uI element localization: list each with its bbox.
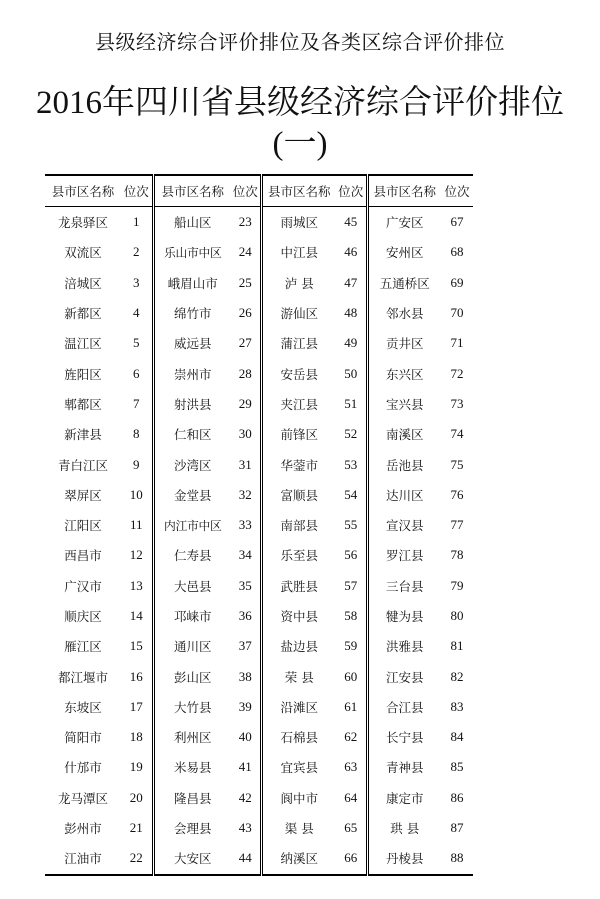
rank-cell: 84: [450, 729, 464, 745]
county-name-cell: 达川区: [385, 487, 424, 503]
county-name-cell: 南部县: [280, 518, 318, 534]
county-name-cell: 盐边县: [280, 639, 318, 655]
rank-cell: 9: [121, 449, 153, 479]
rank-cell: 16: [121, 661, 153, 691]
county-name-cell: 崇州市: [173, 366, 212, 382]
rank-cell: 65: [336, 813, 367, 843]
rank-cell: 48: [336, 298, 367, 328]
county-name-cell: 安州区: [385, 245, 424, 261]
rank-cell: 77: [450, 517, 464, 533]
rank-cell: 27: [231, 328, 261, 358]
column-header-rank: 位次: [231, 175, 261, 207]
table-row: [45, 389, 473, 419]
table-row: [45, 510, 473, 540]
header-title: 县级经济综合评价排位及各类区综合评价排位: [95, 30, 505, 54]
county-name-cell: 前锋区: [280, 427, 318, 443]
rank-cell: 50: [336, 358, 367, 388]
rank-cell: 47: [336, 268, 367, 298]
rank-cell: 44: [231, 843, 261, 874]
county-name-cell: 夹江县: [280, 396, 318, 412]
county-name-cell: 青神县: [385, 760, 424, 776]
rank-cell: 15: [121, 631, 153, 661]
county-name-cell: 邻水县: [385, 306, 424, 322]
page-title: 2016年四川省县级经济综合评价排位: [36, 85, 564, 121]
rank-cell: 81: [450, 638, 464, 654]
rank-cell: 6: [121, 358, 153, 388]
rank-cell: 56: [336, 540, 367, 570]
column-header-rank: 位次: [336, 175, 367, 207]
table-row: [45, 207, 473, 238]
table-row: [45, 631, 473, 661]
rank-cell: 23: [231, 207, 261, 238]
rank-cell: 82: [450, 668, 464, 684]
county-name-cell: 大邑县: [173, 578, 212, 594]
table-row: [45, 540, 473, 570]
county-name-cell: 利州区: [173, 730, 212, 746]
county-name-cell: 沙湾区: [173, 457, 212, 473]
rank-cell: 49: [336, 328, 367, 358]
rank-cell: 75: [450, 456, 464, 472]
rank-cell: 7: [121, 389, 153, 419]
county-name-cell: 雨城区: [280, 215, 318, 231]
column-header-name: 县市区名称: [261, 175, 336, 207]
rank-cell: 38: [231, 661, 261, 691]
county-name-cell: 通川区: [173, 639, 212, 655]
rank-cell: 19: [121, 752, 153, 782]
county-name-cell: 五通桥区: [379, 275, 430, 291]
rank-cell: 59: [336, 631, 367, 661]
county-name-cell: 郫都区: [64, 396, 102, 412]
rank-cell: 26: [231, 298, 261, 328]
table-row: [45, 449, 473, 479]
county-name-cell: 华蓥市: [280, 457, 318, 473]
table-row: [45, 358, 473, 388]
county-name-cell: 新津县: [64, 427, 102, 443]
rank-cell: 83: [450, 698, 464, 714]
rank-cell: 53: [336, 449, 367, 479]
rank-cell: 78: [450, 547, 464, 563]
county-name-cell: 洪雅县: [385, 639, 424, 655]
county-name-cell: 长宁县: [385, 730, 424, 746]
rank-cell: 13: [121, 571, 153, 601]
county-name-cell: 岳池县: [385, 457, 424, 473]
county-name-cell: 丹棱县: [385, 851, 424, 867]
column-header-name: 县市区名称: [153, 175, 231, 207]
county-name-cell: 宝兴县: [385, 396, 424, 412]
rank-cell: 8: [121, 419, 153, 449]
table-row: [45, 601, 473, 631]
rank-cell: 29: [231, 389, 261, 419]
county-name-cell: 双流区: [64, 245, 102, 261]
rank-cell: 2: [121, 237, 153, 267]
county-name-cell: 中江县: [280, 245, 318, 261]
table-row: [45, 813, 473, 843]
rank-cell: 87: [450, 820, 464, 836]
rank-cell: 5: [121, 328, 153, 358]
county-name-cell: 沿滩区: [280, 699, 318, 715]
county-name-cell: 大竹县: [173, 699, 212, 715]
county-name-cell: 宜宾县: [280, 760, 318, 776]
county-name-cell: 绵竹市: [173, 306, 212, 322]
county-name-cell: 广安区: [385, 215, 424, 231]
county-name-cell: 资中县: [280, 609, 318, 624]
county-name-cell: 江安县: [385, 669, 424, 685]
rank-cell: 54: [336, 480, 367, 510]
rank-cell: 39: [231, 692, 261, 722]
rank-cell: 32: [231, 480, 261, 510]
county-name-cell: 龙泉驿区: [57, 215, 108, 231]
rank-cell: 22: [121, 843, 153, 874]
county-name-cell: 大安区: [173, 851, 212, 867]
rank-cell: 63: [336, 752, 367, 782]
county-name-cell: 江油市: [64, 851, 102, 867]
county-name-cell: 米易县: [173, 760, 212, 776]
county-name-cell: 富顺县: [280, 487, 318, 503]
county-name-cell: 贡井区: [385, 336, 424, 352]
rank-cell: 79: [450, 577, 464, 593]
county-name-cell: 温江区: [64, 336, 102, 352]
county-name-cell: 珙 县: [390, 821, 420, 837]
county-name-cell: 泸 县: [284, 275, 314, 291]
rank-cell: 18: [121, 722, 153, 752]
table-row: [45, 722, 473, 752]
county-name-cell: 三台县: [385, 578, 424, 594]
column-header-rank: 位次: [441, 175, 473, 207]
rank-cell: 37: [231, 631, 261, 661]
county-name-cell: 西昌市: [64, 548, 102, 564]
table-row: [45, 661, 473, 691]
county-name-cell: 合江县: [385, 699, 424, 715]
rank-cell: 20: [121, 783, 153, 813]
county-name-cell: 犍为县: [385, 609, 424, 624]
rank-cell: 12: [121, 540, 153, 570]
table-header-row: [45, 175, 473, 207]
rank-cell: 11: [121, 510, 153, 540]
county-name-cell: 涪城区: [64, 275, 102, 291]
county-name-cell: 旌阳区: [64, 366, 102, 382]
county-name-cell: 彭山区: [173, 669, 212, 685]
rank-cell: 1: [121, 207, 153, 238]
county-name-cell: 阆中市: [280, 790, 318, 806]
table-row: [45, 480, 473, 510]
rank-cell: 76: [450, 486, 464, 502]
county-name-cell: 青白江区: [57, 457, 108, 473]
rank-cell: 21: [121, 813, 153, 843]
column-header-name: 县市区名称: [367, 175, 441, 207]
rank-cell: 51: [336, 389, 367, 419]
county-name-cell: 武胜县: [280, 578, 318, 594]
rank-cell: 25: [231, 268, 261, 298]
rank-cell: 66: [336, 843, 367, 874]
county-name-cell: 隆昌县: [173, 790, 212, 806]
rank-cell: 10: [121, 480, 153, 510]
table-row: [45, 419, 473, 449]
county-name-cell: 乐至县: [280, 548, 318, 564]
county-name-cell: 游仙区: [280, 306, 318, 322]
column-header-rank: 位次: [121, 175, 153, 207]
column-header-name: 县市区名称: [45, 175, 121, 207]
rank-cell: 28: [231, 358, 261, 388]
county-name-cell: 都江堰市: [57, 669, 108, 685]
rank-cell: 61: [336, 692, 367, 722]
county-name-cell: 彭州市: [64, 821, 102, 837]
rank-cell: 80: [450, 608, 464, 623]
table-row: [45, 237, 473, 267]
county-name-cell: 荣 县: [284, 669, 314, 685]
rank-cell: 42: [231, 783, 261, 813]
rank-cell: 33: [231, 510, 261, 540]
county-name-cell: 蒲江县: [280, 336, 318, 352]
county-name-cell: 渠 县: [284, 821, 314, 837]
rank-cell: 74: [450, 426, 464, 442]
county-name-cell: 康定市: [385, 790, 424, 806]
table-body: [45, 207, 473, 875]
ranking-table: [45, 174, 473, 876]
county-name-cell: 什邡市: [64, 760, 102, 776]
rank-cell: 60: [336, 661, 367, 691]
rank-cell: 4: [121, 298, 153, 328]
county-name-cell: 顺庆区: [64, 609, 102, 624]
county-name-cell: 仁寿县: [173, 548, 212, 564]
rank-cell: 64: [336, 783, 367, 813]
county-name-cell: 射洪县: [173, 396, 212, 412]
rank-cell: 70: [450, 305, 464, 321]
rank-cell: 41: [231, 752, 261, 782]
rank-cell: 14: [121, 601, 153, 631]
rank-cell: 85: [450, 759, 464, 775]
rank-cell: 67: [450, 214, 464, 230]
table-row: [45, 328, 473, 358]
table-row: [45, 268, 473, 298]
rank-cell: 73: [450, 395, 464, 411]
county-name-cell: 内江市中区: [164, 518, 222, 533]
table-row: [45, 298, 473, 328]
county-name-cell: 东兴区: [385, 366, 424, 382]
rank-cell: 40: [231, 722, 261, 752]
rank-cell: 69: [450, 274, 464, 290]
table-row: [45, 692, 473, 722]
rank-cell: 55: [336, 510, 367, 540]
rank-cell: 52: [336, 419, 367, 449]
county-name-cell: 石棉县: [280, 730, 318, 746]
county-name-cell: 龙马潭区: [57, 790, 108, 806]
county-name-cell: 雁江区: [64, 639, 102, 655]
rank-cell: 30: [231, 419, 261, 449]
rank-cell: 62: [336, 722, 367, 752]
rank-cell: 57: [336, 571, 367, 601]
rank-cell: 36: [231, 601, 261, 631]
county-name-cell: 简阳市: [64, 730, 102, 746]
table-row: [45, 752, 473, 782]
county-name-cell: 江阳区: [64, 518, 102, 534]
rank-cell: 68: [450, 244, 464, 260]
rank-cell: 71: [450, 335, 464, 351]
county-name-cell: 新都区: [64, 306, 102, 322]
county-name-cell: 宣汉县: [385, 518, 424, 534]
page-subtitle: (一): [272, 126, 328, 162]
county-name-cell: 东坡区: [64, 699, 102, 715]
county-name-cell: 威远县: [173, 336, 212, 352]
county-name-cell: 峨眉山市: [167, 275, 218, 291]
county-name-cell: 安岳县: [280, 366, 318, 382]
rank-cell: 72: [450, 365, 464, 381]
rank-cell: 31: [231, 449, 261, 479]
table-row: [45, 843, 473, 874]
county-name-cell: 罗江县: [385, 548, 424, 564]
county-name-cell: 广汉市: [64, 578, 102, 594]
table-row: [45, 571, 473, 601]
county-name-cell: 翠屏区: [64, 487, 102, 503]
rank-cell: 88: [450, 850, 464, 866]
county-name-cell: 仁和区: [173, 427, 212, 443]
county-name-cell: 会理县: [173, 821, 212, 837]
county-name-cell: 纳溪区: [280, 851, 318, 867]
rank-cell: 43: [231, 813, 261, 843]
county-name-cell: 金堂县: [173, 487, 212, 503]
rank-cell: 58: [336, 601, 367, 631]
county-name-cell: 邛崃市: [173, 609, 212, 624]
rank-cell: 45: [336, 207, 367, 238]
rank-cell: 34: [231, 540, 261, 570]
rank-cell: 24: [231, 237, 261, 267]
rank-cell: 86: [450, 789, 464, 805]
county-name-cell: 船山区: [173, 215, 212, 231]
rank-cell: 17: [121, 692, 153, 722]
table-row: [45, 783, 473, 813]
county-name-cell: 南溪区: [385, 427, 424, 443]
rank-cell: 46: [336, 237, 367, 267]
rank-cell: 35: [231, 571, 261, 601]
rank-cell: 3: [121, 268, 153, 298]
county-name-cell: 乐山市中区: [164, 245, 222, 260]
